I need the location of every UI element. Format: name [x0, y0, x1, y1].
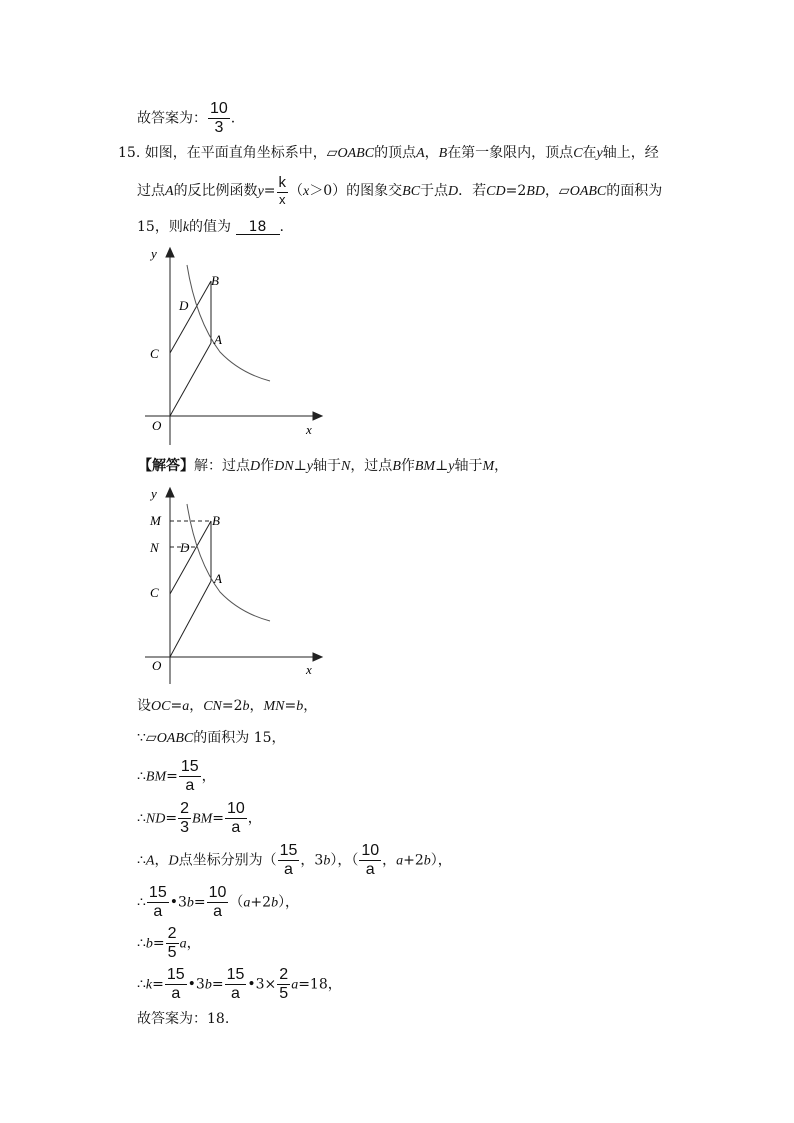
fraction: $\frac{10}{a}$ — [361, 842, 380, 878]
figure-2 — [140, 480, 330, 685]
question-line-2: 过点A的反比例函数y= $\frac{k}{x}$ （x＞0）的图象交BC于点D．若CD=2BD，▱OABC的面积为 — [137, 174, 663, 207]
label-x: x — [306, 422, 312, 437]
fraction: $\frac{10}{3}$ — [210, 100, 228, 136]
solution-line-6: ∴A，D点坐标分别为（ $\frac{15}{a}$ ，3b），（ $\frac{10}{a}$ ，a+2b）， — [137, 842, 452, 878]
solution-line-4: ∴BM= $\frac{15}{a}$ ， — [137, 758, 216, 794]
solution-heading: 【解答】 — [138, 458, 194, 474]
fraction: $\frac{k}{x}$ — [278, 174, 287, 207]
question-line-3: 15，则k的值为 18 . — [137, 219, 284, 235]
solution-line-7: ∴ $\frac{15}{a}$ •3b= $\frac{10}{a}$ （a+2b）， — [137, 884, 300, 920]
label-n: N — [150, 540, 159, 555]
x-axis-arrow — [313, 653, 322, 661]
fraction: $\frac{15}{a}$ — [148, 884, 167, 920]
fraction: $\frac{15}{a}$ — [226, 966, 245, 1002]
fraction: $\frac{2}{3}$ — [180, 800, 190, 836]
label-c: C — [150, 346, 159, 361]
label-d: D — [179, 298, 189, 313]
label-m: M — [150, 513, 161, 528]
label-c: C — [150, 585, 159, 600]
fraction: $\frac{15}{a}$ — [279, 842, 298, 878]
solution-line-1: 【解答】解：过点D作DN⊥y轴于N，过点B作BM⊥y轴于M， — [138, 458, 509, 474]
segment-oa — [170, 581, 211, 657]
previous-answer-line: 故答案为： $\frac{10}{3}$ . — [137, 100, 236, 136]
fraction: $\frac{10}{a}$ — [226, 800, 245, 836]
label-o: O — [152, 418, 162, 433]
label-a: A — [214, 571, 222, 586]
solution-line-3: ∵▱OABC的面积为 15， — [137, 730, 286, 746]
fraction: $\frac{10}{a}$ — [208, 884, 227, 920]
label-d: D — [180, 540, 190, 555]
x-axis-arrow — [313, 412, 322, 420]
y-axis-arrow — [166, 248, 174, 257]
solution-line-8: ∴b= $\frac{2}{5}$ a， — [137, 925, 201, 961]
final-answer: 故答案为：18. — [137, 1011, 230, 1027]
answer-prefix: 故答案为： — [137, 110, 207, 127]
label-o: O — [152, 658, 162, 673]
fraction: $\frac{2}{5}$ — [279, 966, 289, 1002]
figure-1 — [140, 240, 330, 445]
question-number: 15. — [118, 145, 141, 161]
segment-cb — [170, 281, 211, 353]
label-y: y — [151, 486, 157, 501]
segment-cb — [170, 521, 211, 594]
solution-line-5: ∴ND= $\frac{2}{3}$ BM= $\frac{10}{a}$ ， — [137, 800, 262, 836]
question-line-1: 15. 如图，在平面直角坐标系中，▱OABC的顶点A，B在第一象限内，顶点C在y轴上，经 — [118, 145, 659, 161]
y-axis-arrow — [166, 488, 174, 497]
label-b: B — [212, 513, 220, 528]
segment-oa — [170, 343, 211, 416]
solution-line-2: 设OC=a，CN=2b，MN=b， — [137, 698, 318, 714]
label-y: y — [151, 246, 157, 261]
label-b: B — [211, 273, 219, 288]
label-x: x — [306, 662, 312, 677]
answer-blank: 18 — [236, 220, 280, 235]
solution-line-9: ∴k= $\frac{15}{a}$ •3b= $\frac{15}{a}$ •3× $\frac{2}{5}$ a=18， — [137, 966, 342, 1002]
fraction: $\frac{15}{a}$ — [180, 758, 199, 794]
fraction: $\frac{15}{a}$ — [166, 966, 185, 1002]
label-a: A — [214, 332, 222, 347]
fraction: $\frac{2}{5}$ — [167, 925, 177, 961]
